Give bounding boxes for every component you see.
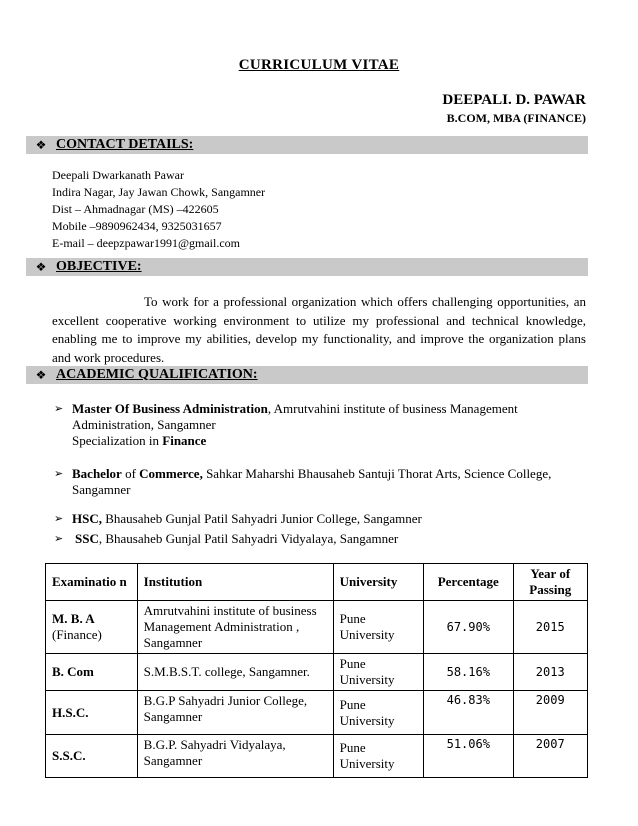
header-institution: Institution <box>137 564 333 601</box>
candidate-degree: B.COM, MBA (FINANCE) <box>446 111 586 125</box>
table-row <box>46 735 588 778</box>
qualification-item <box>54 466 552 498</box>
cell-exam <box>46 691 138 735</box>
qualification-details: Sahkar Maharshi Bhausaheb Santuji Thorat Arts, Science College, Sangamner <box>72 466 552 497</box>
table-row <box>46 654 588 691</box>
qualification-details: Bhausaheb Gunjal Patil Sahyadri Junior College, Sangamner <box>101 511 422 526</box>
cell-institution: S.M.B.S.T. college, Sangamner. <box>137 654 333 691</box>
objective-paragraph <box>52 293 586 367</box>
qualification-details: , Bhausaheb Gunjal Patil Sahyadri Vidyalaya, Sangamner <box>98 531 399 546</box>
header-year: Year of Passing <box>513 564 588 601</box>
cell-percentage: 46.83% <box>424 691 513 735</box>
candidate-name: DEEPALI. D. PAWAR <box>442 92 586 108</box>
qualification-item <box>54 531 591 547</box>
table-header-row <box>46 564 588 601</box>
header-percentage: Percentage <box>424 564 513 601</box>
cell-percentage: 67.90% <box>424 601 513 654</box>
arrow-bullet-icon: ➢ <box>54 403 64 415</box>
section-header-contact <box>26 136 588 154</box>
contact-district: Dist – Ahmadnagar (MS) –422605 <box>52 202 219 216</box>
diamond-bullet-icon: ❖ <box>35 259 47 274</box>
table-row <box>46 691 588 735</box>
section-title: OBJECTIVE: <box>56 259 142 274</box>
exam-sub: (Finance) <box>52 627 102 642</box>
qualification-degree: HSC, <box>72 511 102 526</box>
qualification-degree: Master Of Business Administration <box>72 401 268 416</box>
cell-year: 2013 <box>513 654 588 691</box>
exam-name: M. B. A <box>52 611 95 626</box>
objective-text: To work for a professional organization which offers challenging opportunities, an excellent cooperative working environment to utilize my professional and technical knowledge, enabling me to improve my abilities, develop my functionality, and improve the organization plans and work procedures. <box>52 294 586 365</box>
cell-year: 2009 <box>513 691 588 735</box>
education-table <box>45 563 588 778</box>
diamond-bullet-icon: ❖ <box>35 367 47 382</box>
qualification-item <box>54 511 588 527</box>
qualification-details: , Amrutvahini institute of business Management Administration, Sangamner <box>72 401 518 432</box>
cell-exam <box>46 735 138 778</box>
cell-year: 2007 <box>513 735 588 778</box>
section-header-objective <box>26 258 588 276</box>
section-header-academic <box>26 366 588 384</box>
section-title: ACADEMIC QUALIFICATION: <box>56 367 258 382</box>
section-title: CONTACT DETAILS: <box>56 137 194 152</box>
cell-exam <box>46 601 138 654</box>
cell-institution: B.G.P. Sahyadri Vidyalaya, Sangamner <box>137 735 333 778</box>
header-examination: Examinatio n <box>46 564 138 601</box>
header-university: University <box>333 564 423 601</box>
contact-name: Deepali Dwarkanath Pawar <box>52 168 184 182</box>
cell-university: Pune University <box>333 691 423 735</box>
qualification-degree: Bachelor <box>72 466 122 481</box>
diamond-bullet-icon: ❖ <box>35 137 47 152</box>
cell-university: Pune University <box>333 601 423 654</box>
qualification-degree: SSC <box>75 531 99 546</box>
arrow-bullet-icon: ➢ <box>54 468 64 480</box>
contact-email: E-mail – deepzpawar1991@gmail.com <box>52 236 240 250</box>
cell-exam <box>46 654 138 691</box>
cell-institution: Amrutvahini institute of business Management Administration , Sangamner <box>137 601 333 654</box>
arrow-bullet-icon: ➢ <box>54 533 64 545</box>
qualification-degree-field: Commerce, <box>139 466 203 481</box>
contact-address: Indira Nagar, Jay Jawan Chowk, Sangamner <box>52 185 266 199</box>
cell-percentage: 51.06% <box>424 735 513 778</box>
specialization-label: Specialization in <box>72 433 163 448</box>
cell-year: 2015 <box>513 601 588 654</box>
cell-university: Pune University <box>333 735 423 778</box>
exam-name: H.S.C. <box>52 704 89 720</box>
cell-percentage: 58.16% <box>424 654 513 691</box>
qualification-connector: of <box>121 466 140 481</box>
cell-university: Pune University <box>333 654 423 691</box>
table-row <box>46 601 588 654</box>
exam-name: B. Com <box>52 664 94 679</box>
arrow-bullet-icon: ➢ <box>54 513 64 525</box>
exam-name: S.S.C. <box>52 748 86 763</box>
document-title: CURRICULUM VITAE <box>238 57 400 73</box>
contact-mobile: Mobile –9890962434, 9325031657 <box>52 219 222 233</box>
cell-institution: B.G.P Sahyadri Junior College, Sangamner <box>137 691 333 735</box>
specialization-value: Finance <box>162 433 207 448</box>
qualification-item <box>54 401 588 449</box>
contact-details <box>52 167 265 252</box>
